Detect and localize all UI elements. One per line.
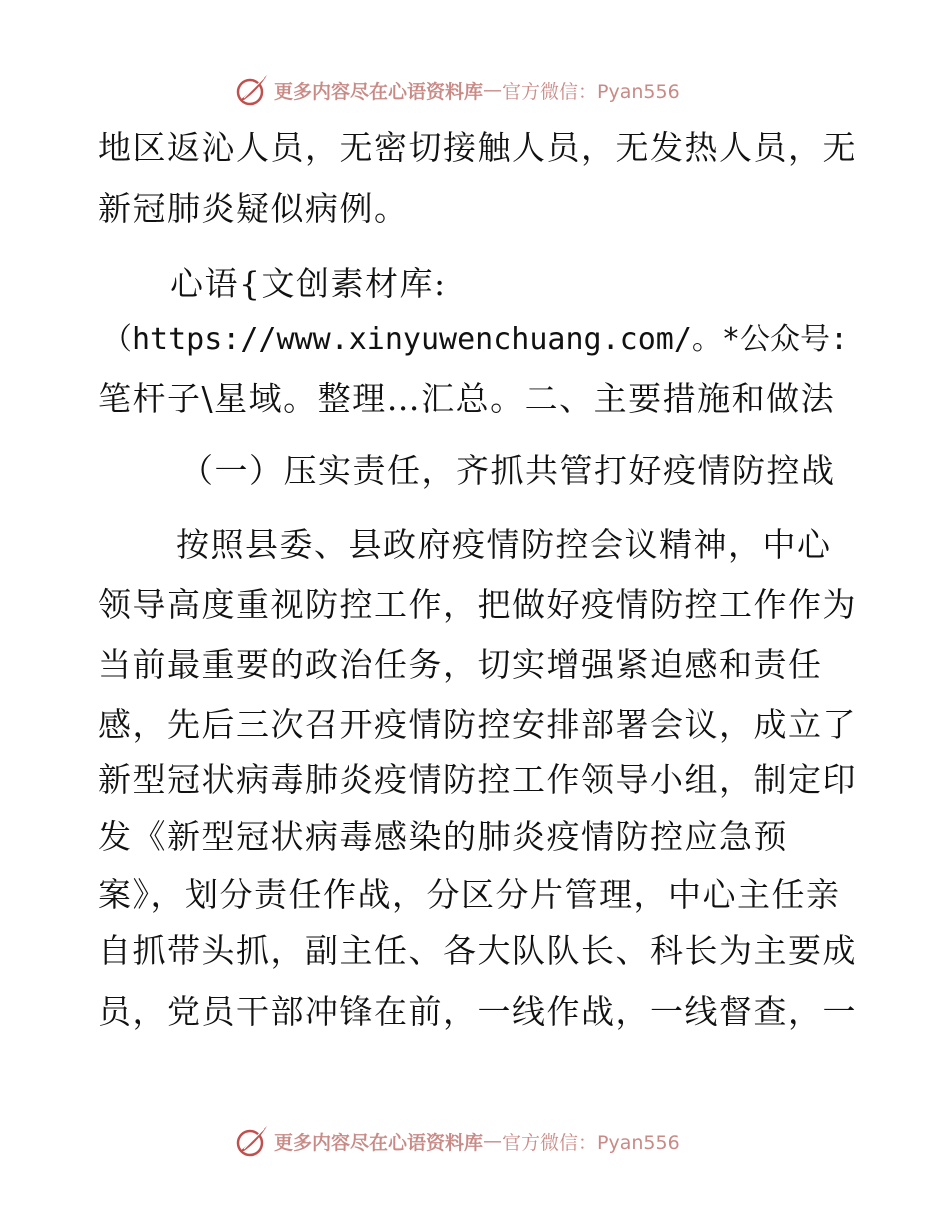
body-line: 领导高度重视防控工作，把做好疫情防控工作作为 [98,585,857,624]
feather-pen-logo-icon [234,72,270,108]
watermark-separator: — [483,1130,503,1152]
body-line-url: （https://www.xinyuwenchuang.com/。*公众号: [102,322,849,357]
body-line: 心语{文创素材库: [170,264,447,303]
watermark-brand: 更多内容尽在心语资料库 [274,80,484,103]
body-line: 新型冠状病毒肺炎疫情防控工作领导小组，制定印 [98,760,857,799]
body-line: 当前最重要的政治任务，切实增强紧迫感和责任 [98,645,823,684]
paragraph-start: 按照县委、县政府疫情防控会议精神，中心 [176,525,832,564]
body-line: 员，党员干部冲锋在前，一线作战，一线督查，一 [98,992,857,1031]
body-line: 笔杆子\星域。整理…汇总。二、主要措施和做法 [98,379,836,418]
watermark-contact: 官方微信：Pyan556 [502,1131,680,1154]
body-line: 感，先后三次召开疫情防控安排部署会议，成立了 [98,705,857,744]
body-line: 发《新型冠状病毒感染的肺炎疫情防控应急预 [98,817,788,856]
watermark-contact: 官方微信：Pyan556 [502,80,680,103]
body-line: 自抓带头抓，副主任、各大队队长、科长为主要成 [98,931,857,970]
watermark-separator: — [483,79,503,101]
footer-watermark [234,1123,680,1159]
body-line: 新冠肺炎疑似病例。 [98,189,409,228]
header-watermark [234,72,680,108]
section-heading: （一）压实责任，齐抓共管打好疫情防控战 [180,451,836,490]
watermark-brand: 更多内容尽在心语资料库 [274,1131,484,1154]
body-line: 案》，划分责任作战，分区分片管理，中心主任亲 [98,875,841,914]
feather-pen-logo-icon [234,1123,270,1159]
body-line: 地区返沁人员，无密切接触人员，无发热人员，无 [98,128,857,167]
